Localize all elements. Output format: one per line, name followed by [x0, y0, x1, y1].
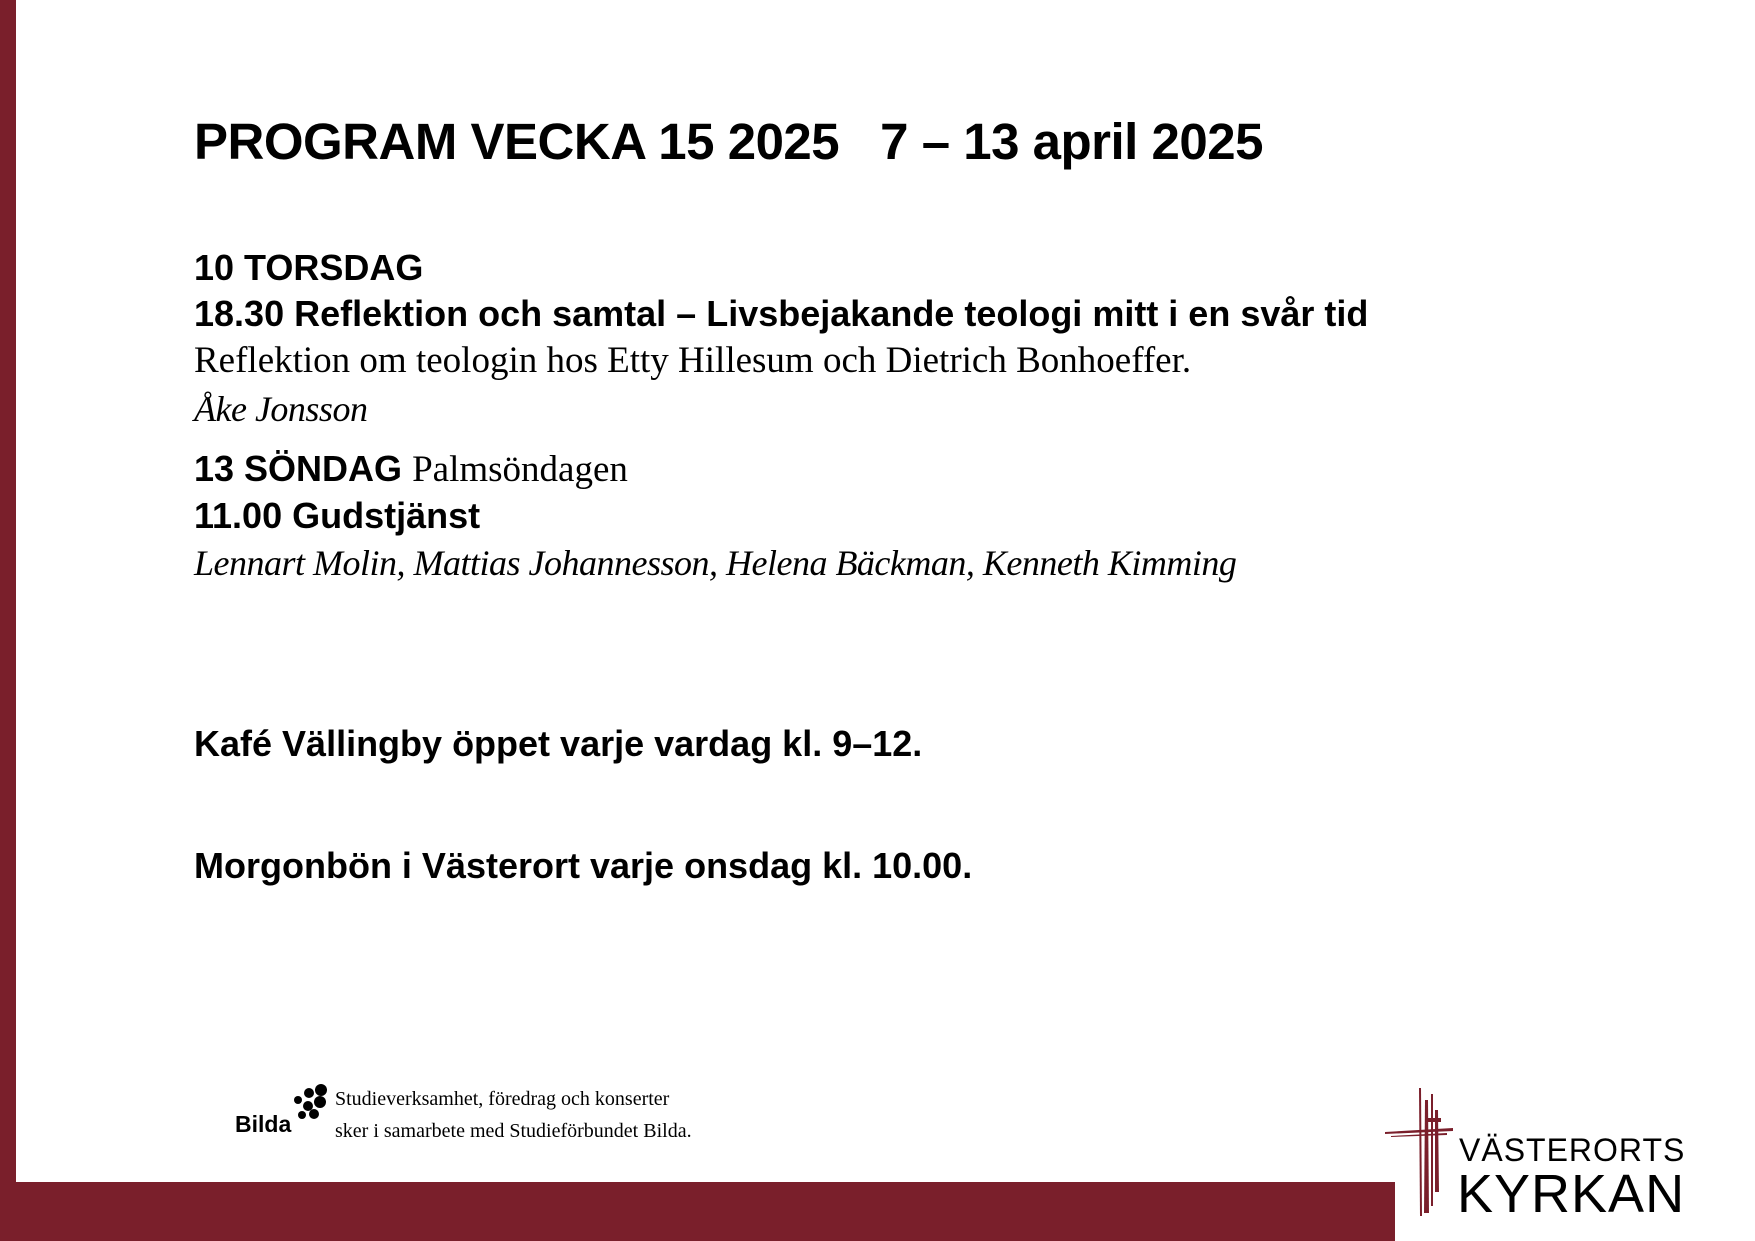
bilda-logo — [235, 1083, 333, 1139]
sunday-event: 11.00 Gudstjänst — [194, 495, 481, 536]
bilda-dots-icon — [290, 1083, 332, 1123]
bilda-line-2: sker i samarbete med Studieförbundet Bilda. — [335, 1120, 692, 1142]
church-name-bottom: KYRKAN — [1457, 1164, 1686, 1224]
sunday-day-line — [194, 446, 1236, 493]
thursday-day: 10 TORSDAG — [194, 247, 424, 288]
bottom-accent-bar — [0, 1182, 1395, 1241]
thursday-description: Reflektion om teologin hos Etty Hillesum och Dietrich Bonhoeffer. — [194, 340, 1192, 381]
sunday-people: Lennart Molin, Mattias Johannesson, Helena Bäckman, Kenneth Kimming — [194, 543, 1237, 583]
thursday-section — [194, 245, 1368, 433]
bilda-description — [335, 1083, 692, 1147]
page-title: PROGRAM VECKA 15 2025 7 – 13 april 2025 — [194, 113, 1263, 170]
bilda-footer — [235, 1083, 795, 1143]
church-name-top: VÄSTERORTS — [1459, 1132, 1686, 1168]
bilda-logo-text: Bilda — [235, 1111, 292, 1137]
cafe-note: Kafé Vällingby öppet varje vardag kl. 9–12. — [194, 723, 923, 764]
sunday-day-name: Palmsöndagen — [412, 449, 628, 490]
sunday-section — [194, 446, 1236, 587]
left-accent-bar — [0, 0, 16, 1241]
sunday-day: 13 SÖNDAG — [194, 448, 403, 489]
church-logo — [1383, 1088, 1703, 1224]
thursday-people: Åke Jonsson — [194, 389, 368, 429]
program-content — [194, 112, 1654, 886]
bilda-line-1: Studieverksamhet, föredrag och konserter — [335, 1088, 670, 1110]
thursday-event: 18.30 Reflektion och samtal – Livsbejakande teologi mitt i en svår tid — [194, 293, 1369, 334]
morning-prayer-note: Morgonbön i Västerort varje onsdag kl. 10.00. — [194, 845, 973, 886]
